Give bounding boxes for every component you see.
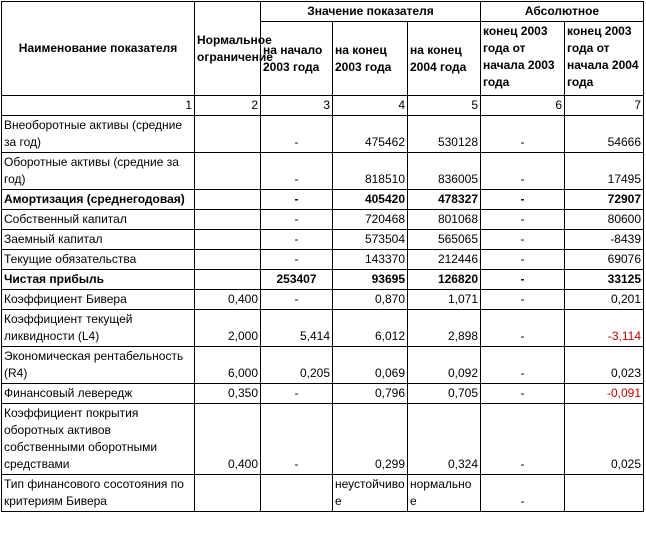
row-norm [195, 153, 261, 190]
row-norm: 0,400 [195, 290, 261, 310]
row-name: Экономическая рентабельность (R4) [2, 347, 195, 384]
row-abs-2003: - [481, 404, 565, 475]
row-name: Оборотные активы (средние за год) [2, 153, 195, 190]
row-name: Текущие обязательства [2, 250, 195, 270]
header-values-group: Значение показателя [261, 2, 481, 22]
row-norm: 0,350 [195, 384, 261, 404]
row-name: Внеоборотные активы (средние за год) [2, 116, 195, 153]
table-row [2, 404, 644, 475]
row-end-2003: неустойчивое [333, 475, 408, 512]
row-abs-2004: 0,023 [565, 347, 644, 384]
row-start-2003: - [261, 153, 333, 190]
col-number: 5 [408, 96, 481, 116]
row-end-2003: 0,299 [333, 404, 408, 475]
row-end-2004: 565065 [408, 230, 481, 250]
row-abs-2003: - [481, 250, 565, 270]
row-norm [195, 190, 261, 210]
row-start-2003: - [261, 290, 333, 310]
row-start-2003: 0,205 [261, 347, 333, 384]
row-abs-2003: - [481, 153, 565, 190]
row-end-2003: 143370 [333, 250, 408, 270]
row-end-2004: 0,092 [408, 347, 481, 384]
table-row [2, 310, 644, 347]
indicator-table [1, 1, 644, 512]
row-abs-2004: 17495 [565, 153, 644, 190]
row-start-2003: - [261, 210, 333, 230]
row-abs-2004: -0,091 [565, 384, 644, 404]
col-number: 4 [333, 96, 408, 116]
row-end-2003: 720468 [333, 210, 408, 230]
table-row [2, 153, 644, 190]
row-end-2003: 0,870 [333, 290, 408, 310]
row-norm: 0,400 [195, 404, 261, 475]
row-norm [195, 116, 261, 153]
row-start-2003 [261, 475, 333, 512]
row-abs-2003: - [481, 230, 565, 250]
row-end-2004: 2,898 [408, 310, 481, 347]
row-abs-2004: 80600 [565, 210, 644, 230]
header-norm-column: Нормальное ограничение [195, 2, 261, 96]
row-start-2003: 253407 [261, 270, 333, 290]
header-end-2003: на конец 2003 года [333, 22, 408, 96]
row-name: Коэффициент Бивера [2, 290, 195, 310]
row-abs-2004: 33125 [565, 270, 644, 290]
row-abs-2003: - [481, 210, 565, 230]
row-start-2003: - [261, 116, 333, 153]
row-norm [195, 250, 261, 270]
header-abs-2004: конец 2003 года от начала 2004 года [565, 22, 644, 96]
header-abs-2003: конец 2003 года от начала 2003 года [481, 22, 565, 96]
row-abs-2003: - [481, 270, 565, 290]
row-norm [195, 270, 261, 290]
row-end-2003: 405420 [333, 190, 408, 210]
row-end-2004: 1,071 [408, 290, 481, 310]
row-abs-2004: 72907 [565, 190, 644, 210]
header-start-2003: на начало 2003 года [261, 22, 333, 96]
row-start-2003: - [261, 190, 333, 210]
col-number: 7 [565, 96, 644, 116]
row-end-2004: 212446 [408, 250, 481, 270]
row-start-2003: - [261, 384, 333, 404]
row-end-2003: 573504 [333, 230, 408, 250]
row-abs-2003: - [481, 384, 565, 404]
row-abs-2003: - [481, 190, 565, 210]
row-end-2003: 93695 [333, 270, 408, 290]
row-norm [195, 210, 261, 230]
row-end-2004: 478327 [408, 190, 481, 210]
row-abs-2004: 0,025 [565, 404, 644, 475]
table-row [2, 475, 644, 512]
row-norm [195, 230, 261, 250]
row-start-2003: - [261, 404, 333, 475]
row-abs-2004: 54666 [565, 116, 644, 153]
row-abs-2003: - [481, 116, 565, 153]
row-end-2004: 836005 [408, 153, 481, 190]
row-name: Чистая прибыль [2, 270, 195, 290]
table-row [2, 347, 644, 384]
row-abs-2004: 0,201 [565, 290, 644, 310]
row-abs-2003: - [481, 475, 565, 512]
row-end-2004: 801068 [408, 210, 481, 230]
row-name: Коэффициент покрытия оборотных активов собственными оборотными средствами [2, 404, 195, 475]
row-name: Собственный капитал [2, 210, 195, 230]
row-abs-2004 [565, 475, 644, 512]
row-end-2003: 0,796 [333, 384, 408, 404]
col-number: 3 [261, 96, 333, 116]
table-row [2, 116, 644, 153]
row-norm [195, 475, 261, 512]
row-abs-2003: - [481, 290, 565, 310]
row-name: Заемный капитал [2, 230, 195, 250]
row-start-2003: 5,414 [261, 310, 333, 347]
col-number: 6 [481, 96, 565, 116]
col-number: 2 [195, 96, 261, 116]
row-abs-2004: 69076 [565, 250, 644, 270]
row-end-2003: 6,012 [333, 310, 408, 347]
table-row [2, 190, 644, 210]
table-row [2, 384, 644, 404]
row-name: Тип финансового сосотояния по критериям Бивера [2, 475, 195, 512]
table-row [2, 230, 644, 250]
row-start-2003: - [261, 250, 333, 270]
row-end-2003: 818510 [333, 153, 408, 190]
table-row [2, 290, 644, 310]
col-number: 1 [2, 96, 195, 116]
row-name: Финансовый левередж [2, 384, 195, 404]
table-row [2, 250, 644, 270]
row-abs-2003: - [481, 310, 565, 347]
row-abs-2003: - [481, 347, 565, 384]
table-row [2, 270, 644, 290]
header-absolute-group: Абсолютное [481, 2, 644, 22]
row-end-2003: 0,069 [333, 347, 408, 384]
table-row [2, 210, 644, 230]
header-name-column: Наименование показателя [2, 2, 195, 96]
row-end-2004: 0,324 [408, 404, 481, 475]
row-abs-2004: -3,114 [565, 310, 644, 347]
row-name: Коэффициент текущей ликвидности (L4) [2, 310, 195, 347]
row-end-2004: 126820 [408, 270, 481, 290]
row-end-2004: 530128 [408, 116, 481, 153]
row-end-2004: нормальное [408, 475, 481, 512]
row-end-2004: 0,705 [408, 384, 481, 404]
row-end-2003: 475462 [333, 116, 408, 153]
row-start-2003: - [261, 230, 333, 250]
row-name: Амортизация (среднегодовая) [2, 190, 195, 210]
row-abs-2004: -8439 [565, 230, 644, 250]
row-norm: 2,000 [195, 310, 261, 347]
row-norm: 6,000 [195, 347, 261, 384]
header-end-2004: на конец 2004 года [408, 22, 481, 96]
